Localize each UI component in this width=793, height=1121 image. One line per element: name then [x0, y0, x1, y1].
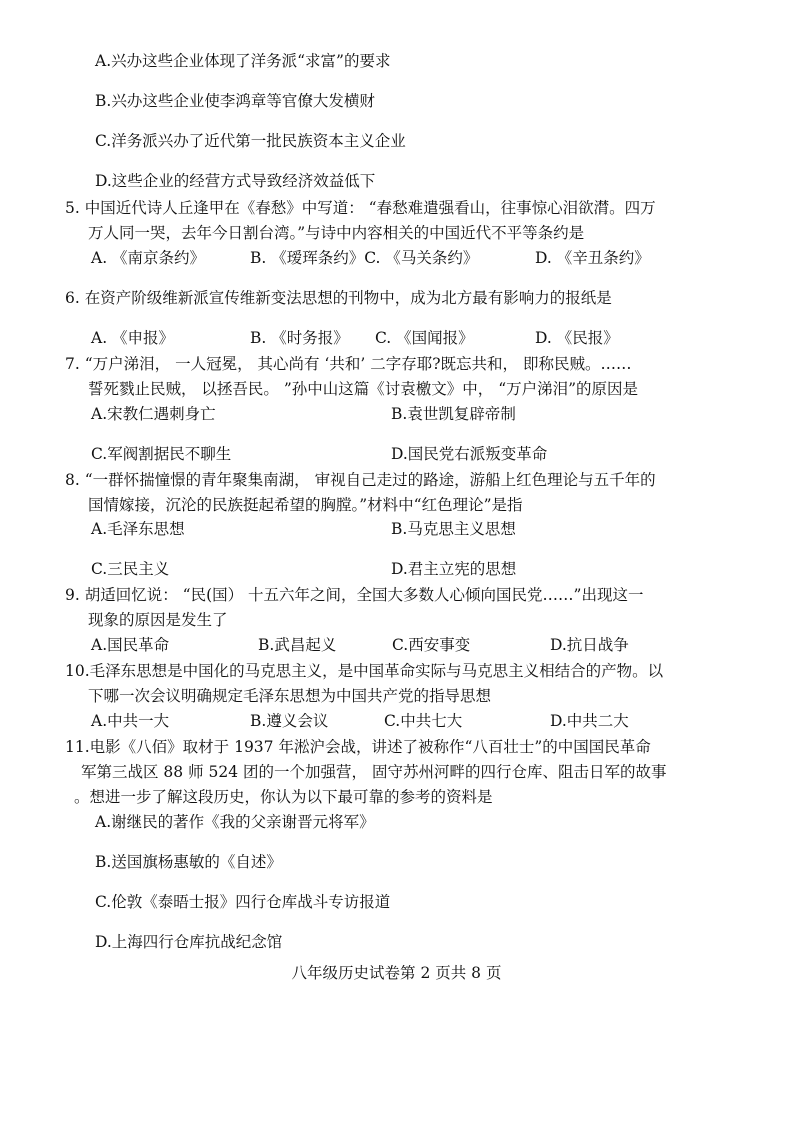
q5-option-bc: B. 《瑷珲条约》C. 《马关条约》 — [250, 249, 479, 267]
q5-stem-line1: 5. 中国近代诗人丘逢甲在《春愁》中写道： “春愁难遣强看山，往事惊心泪欲潸。四万 — [65, 199, 656, 217]
q10-option-a: A.中共一大 — [91, 712, 170, 730]
q9-stem-line1: 9. 胡适回忆说： “民(国） 十五六年之间，全国大多数人心倾向国民党……”出现这一 — [65, 586, 644, 604]
q6-option-d: D. 《民报》 — [535, 329, 619, 347]
q7-stem-line2: 誓死戮止民贼， 以拯吾民。 ”孙中山这篇《讨袁檄文》中， “万户涕泪”的原因是 — [88, 380, 639, 398]
q10-option-b: B.遵义会议 — [250, 712, 329, 730]
q7-option-c: C.军阀割据民不聊生 — [91, 445, 232, 463]
q11-option-d: D.上海四行仓库抗战纪念馆 — [95, 933, 283, 951]
q11-stem-line3: 。想进一步了解这段历史，你认为以下最可靠的参考的资料是 — [74, 788, 493, 806]
q7-stem-line1: 7. “万户涕泪， 一人冠冕， 其心尚有 ‘共和’ 二字存耶?既忘共和， 即称民贼。…… — [65, 355, 632, 373]
q7-option-d: D.国民党右派叛变革命 — [391, 445, 548, 463]
q9-option-b: B.武昌起义 — [258, 636, 337, 654]
q10-stem-line1: 10.毛泽东思想是中国化的马克思主义，是中国革命实际与马克思主义相结合的产物。以 — [65, 662, 664, 680]
q4-option-a: A.兴办这些企业体现了洋务派“求富”的要求 — [95, 52, 391, 70]
q11-option-a: A.谢继民的著作《我的父亲谢晋元将军》 — [95, 813, 375, 831]
q6-option-a: A. 《申报》 — [91, 329, 175, 347]
q4-option-b: B.兴办这些企业使李鸿章等官僚大发横财 — [95, 92, 375, 110]
q7-option-a: A.宋教仁遇刺身亡 — [91, 405, 216, 423]
q8-option-d: D.君主立宪的思想 — [391, 560, 517, 578]
q11-option-c: C.伦敦《泰晤士报》四行仓库战斗专访报道 — [95, 893, 391, 911]
q8-stem-line2: 国情嫁接，沉沦的民族挺起希望的胸膛。”材料中“红色理论”是指 — [88, 496, 523, 514]
page-footer: 八年级历史试卷第 2 页共 8 页 — [291, 964, 502, 982]
q6-option-c: C. 《国闻报》 — [375, 329, 474, 347]
q11-option-b: B.送国旗杨惠敏的《自述》 — [95, 853, 282, 871]
q7-option-b: B.袁世凯复辟帝制 — [391, 405, 516, 423]
q4-option-d: D.这些企业的经营方式导致经济效益低下 — [95, 172, 376, 190]
q10-option-d: D.中共二大 — [550, 712, 629, 730]
q9-stem-line2: 现象的原因是发生了 — [88, 611, 228, 629]
q5-option-a: A. 《南京条约》 — [91, 249, 206, 267]
q6-option-b: B. 《时务报》 — [250, 329, 349, 347]
q10-stem-line2: 下哪一次会议明确规定毛泽东思想为中国共产党的指导思想 — [88, 687, 492, 705]
q4-option-c: C.洋务派兴办了近代第一批民族资本主义企业 — [95, 132, 406, 150]
q8-option-b: B.马克思主义思想 — [391, 520, 516, 538]
q11-stem-line1: 11.电影《八佰》取材于 1937 年淞沪会战，讲述了被称作“八百壮士”的中国国民革命 — [65, 738, 651, 756]
q11-stem-line2: 军第三战区 88 师 524 团的一个加强营， 固守苏州河畔的四行仓库、阻击日军的故事 — [81, 763, 667, 781]
q6-stem: 6. 在资产阶级维新派宣传维新变法思想的刊物中，成为北方最有影响力的报纸是 — [65, 289, 612, 307]
q8-option-c: C.三民主义 — [91, 560, 170, 578]
q9-option-a: A.国民革命 — [91, 636, 170, 654]
q5-option-d: D. 《辛丑条约》 — [535, 249, 650, 267]
q9-option-c: C.西安事变 — [392, 636, 471, 654]
q8-option-a: A.毛泽东思想 — [91, 520, 185, 538]
q10-option-c: C.中共七大 — [384, 712, 463, 730]
q9-option-d: D.抗日战争 — [550, 636, 629, 654]
q8-stem-line1: 8. “一群怀揣憧憬的青年聚集南湖， 审视自己走过的路途，游船上红色理论与五千年的 — [65, 471, 656, 489]
q5-stem-line2: 万人同一哭，去年今日割台湾。”与诗中内容相关的中国近代不平等条约是 — [88, 224, 585, 242]
